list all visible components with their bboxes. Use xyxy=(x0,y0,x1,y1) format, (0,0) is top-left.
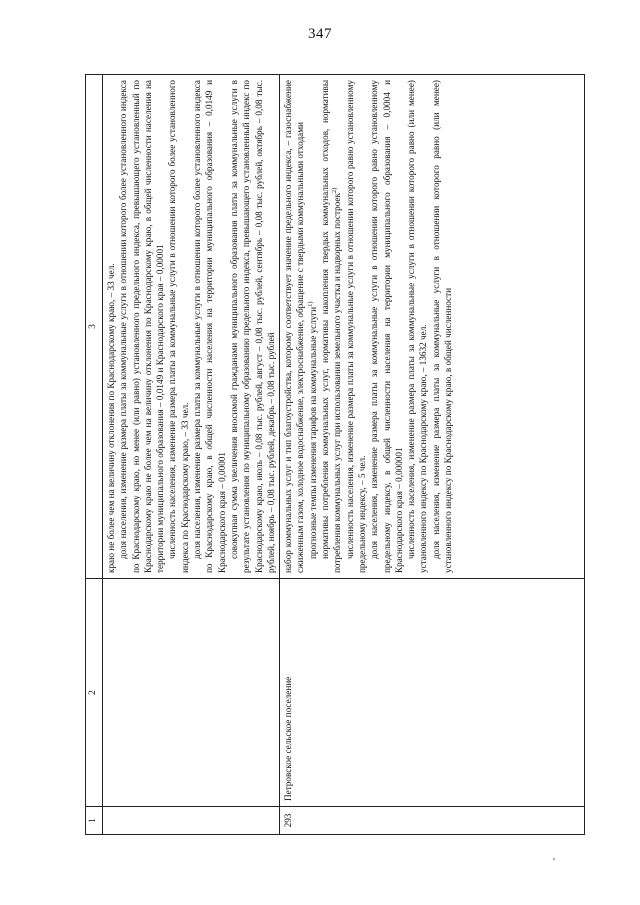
scan-speck xyxy=(553,858,555,860)
table-row-continued xyxy=(103,75,280,835)
table-row-293 xyxy=(280,75,585,835)
row-paragraph-6: численность населения, изменение размера платы за коммунальные услуги в отношении которого равно (или менее) установленного индексу по Краснодарскому краю, – 13632 чел. xyxy=(406,80,429,573)
row-paragraph-1: набор коммунальных услуг и тип благоустройства, которому соответствует значение предельного индекса, – газоснабжение сжиженным газом, холодное водоснабжение, электроснабжение, обращение с твердыми коммунальными отходами xyxy=(283,80,306,573)
data-table xyxy=(85,74,585,835)
header-col-1: 1 xyxy=(86,807,103,835)
row-paragraph-3 xyxy=(319,80,344,573)
continued-paragraph-4: совокупная сумма увеличения вносимой гражданами муниципального образования платы за коммунальные услуги в результате установления по муниципальному образованию предельного индекса, превышающего установленный индекс по Краснодарскому краю, июль – 0,08 тыс. рублей, август – 0,08 тыс. рублей, сентябрь – 0,08 тыс. рублей, октябрь – 0,08 тыс. рублей, ноябрь – 0,08 тыс. рублей, декабрь – 0,08 тыс. рублей xyxy=(228,80,276,573)
row-paragraph-5: доля населения, изменение размера платы за коммунальные услуги в отношении которого равно установленному предельному индексу, в общей численности населения на территории муниципального образования – 0,0004 и Краснодарского края – 0,000001 xyxy=(369,80,404,573)
row-paragraph-2-text: прогнозные темпы изменения тарифов на коммунальные услуги xyxy=(307,306,318,559)
rotated-table-area xyxy=(85,75,585,835)
row-name: Петровское сельское поселение xyxy=(280,579,585,807)
page-number: 347 xyxy=(308,26,332,42)
table-header-row xyxy=(86,75,103,835)
continued-paragraph-1: доля населения, изменение размера платы за коммунальные услуги в отношении которого более установленного индекса по Краснодарскому краю, но менее (или равно) установленного предельного индекса, превышающего установленный по Краснодарскому краю не более чем на величину отклонения по Краснодарскому краю, в общей численности населения на территории муниципального образования – 0,0149 и Краснодарского края – 0,00001 xyxy=(118,80,166,573)
row-text-cell xyxy=(280,75,585,579)
row-paragraph-7: доля населения, изменение размера платы за коммунальные услуги в отношении которого равно (или менее) установленного индексу по Краснодарскому краю, в общей численности xyxy=(430,80,454,573)
continued-number-cell xyxy=(103,807,280,835)
header-col-2: 2 xyxy=(86,579,103,807)
continued-text-cell xyxy=(103,75,280,579)
header-col-3: 3 xyxy=(86,75,103,579)
row-paragraph-3-text: нормативы потребления коммунальных услуг, нормативы накопления твердых коммунальных отходов, нормативы потребления коммунальных услуг при использовании земельного участка и надворных построек xyxy=(320,80,343,573)
footnote-ref-1: 1) xyxy=(306,301,314,307)
row-paragraph-4: численность населения, изменение размера платы за коммунальные услуги в отношении которого равно установленному предельному индексу, – 5 чел. xyxy=(344,80,367,573)
continued-text: краю не более чем на величину отклонения по Краснодарскому краю, – 33 чел. xyxy=(106,263,116,573)
row-number: 293 xyxy=(280,807,585,835)
continued-paragraph-3: доля населения, изменение размера платы за коммунальные услуги в отношении которого более установленного индекса по Краснодарскому краю, в общей численности населения на территории муниципального образования – 0,0149 и Краснодарского края – 0,00001 xyxy=(192,80,227,573)
continued-name-cell xyxy=(103,579,280,807)
row-paragraph-2 xyxy=(307,80,319,573)
rotated-table-inner xyxy=(85,75,585,835)
continued-paragraph-2: численность населения, изменение размера платы за коммунальные услуги в отношении которого более установленного индекса по Краснодарскому краю, – 33 чел. xyxy=(167,80,190,573)
footnote-ref-2: 2) xyxy=(331,187,339,194)
